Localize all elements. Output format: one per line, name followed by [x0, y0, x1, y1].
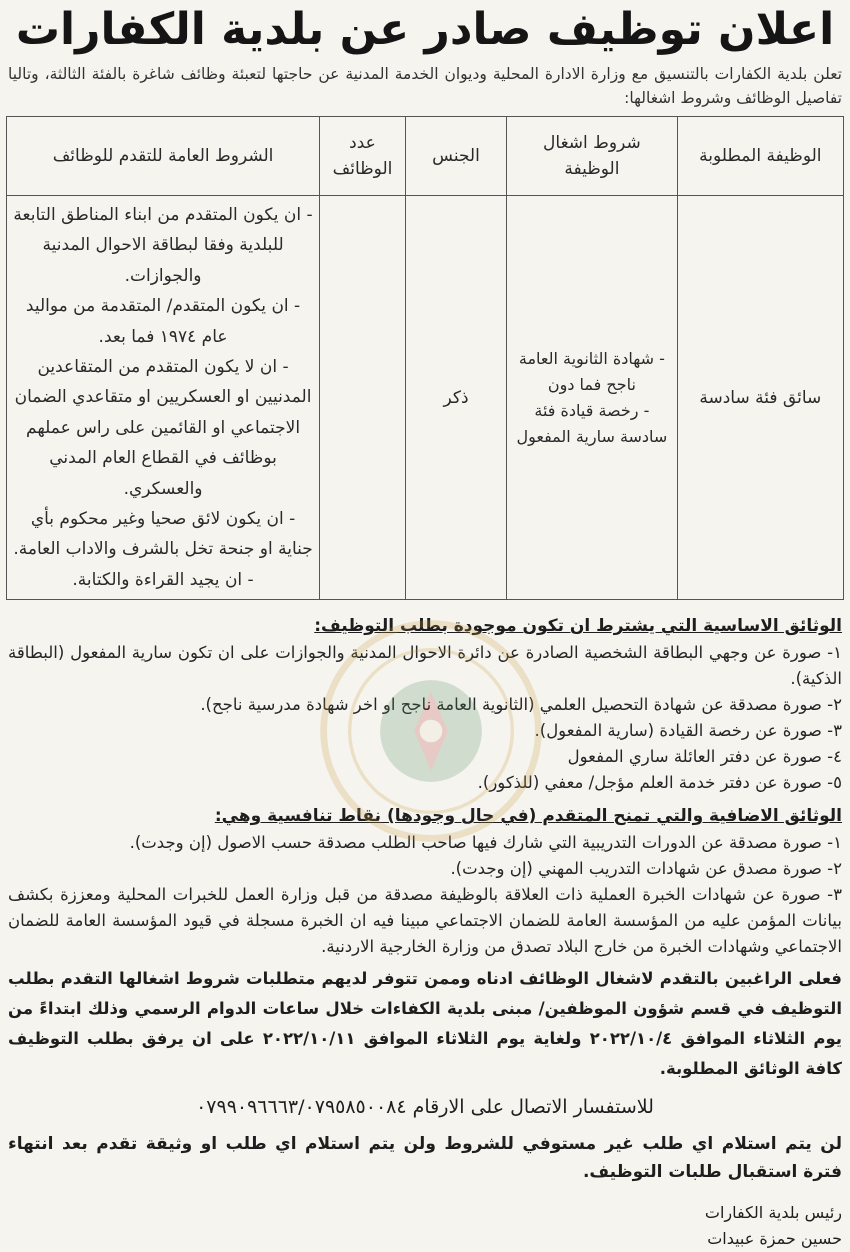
table-header-row — [7, 117, 844, 196]
general-condition-item: - ان يكون المتقدم من ابناء المناطق التابعة للبلدية وفقا لبطاقة الاحوال المدنية والجوازات. — [13, 205, 313, 286]
cell-general-conditions — [7, 196, 320, 600]
table-row — [7, 196, 844, 600]
list-item: ٤- صورة عن دفتر العائلة ساري المفعول — [567, 747, 842, 767]
list-item: ٥- صورة عن دفتر خدمة العلم مؤجل/ معفي (للذكور). — [477, 773, 842, 793]
header-job: الوظيفة المطلوبة — [677, 117, 843, 196]
condition-item: - شهادة الثانوية العامة ناجح فما دون — [518, 348, 665, 394]
general-condition-item: - ان يكون المتقدم/ المتقدمة من مواليد عام ١٩٧٤ فما بعد. — [25, 296, 301, 347]
signature-block — [0, 1200, 842, 1252]
list-item: ١- صورة عن وجهي البطاقة الشخصية الصادرة عن دائرة الاحوال المدنية والجوازات على ان تكون سارية المفعول (البطاقة الذكية). — [8, 643, 842, 689]
header-general-conditions: الشروط العامة للتقدم للوظائف — [7, 117, 320, 196]
general-condition-item: - ان يكون لائق صحيا وغير محكوم بأي جناية او جنحة تخل بالشرف والاداب العامة. — [13, 509, 313, 560]
cell-count — [320, 196, 406, 600]
extra-documents-title: الوثائق الاضافية والتي تمنح المتقدم (في حال وجودها) نقاط تنافسية وهي: — [214, 806, 842, 827]
general-condition-item: - ان يجيد القراءة والكتابة. — [72, 569, 254, 590]
extra-documents-list — [8, 830, 842, 960]
jobs-table — [6, 116, 844, 600]
notice-paragraph: لن يتم استلام اي طلب غير مستوفي للشروط ولن يتم استلام اي طلب او وثيقة تقدم بعد انتهاء فترة استقبال طلبات التوظيف. — [8, 1134, 842, 1183]
list-item: ١- صورة مصدقة عن الدورات التدريبية التي شارك فيها صاحب الطلب مصدقة حسب الاصول (إن وجدت). — [129, 833, 842, 853]
basic-documents-list — [8, 640, 842, 796]
cell-job: سائق فئة سادسة — [677, 196, 843, 600]
basic-documents-title: الوثائق الاساسية التي يشترط ان تكون موجودة بطلب التوظيف: — [314, 616, 842, 637]
list-item: ٢- صورة مصدق عن شهادات التدريب المهني (إن وجدت). — [450, 859, 842, 879]
cell-gender: ذكر — [405, 196, 506, 600]
intro-paragraph: تعلن بلدية الكفارات بالتنسيق مع وزارة الادارة المحلية وديوان الخدمة المدنية عن حاجتها لتعبئة وظائف شاغرة بالفئة الثالثة، وتاليا تفاصيل الوظائف وشروط اشغالها: — [8, 65, 842, 107]
contact-line: للاستفسار الاتصال على الارقام ٠٧٩٩٠٩٦٦٦٣/٠٧٩٥٨٥٠٠٨٤ — [196, 1096, 654, 1119]
signature-name: حسين حمزة عبيدات — [707, 1229, 842, 1249]
header-gender: الجنس — [405, 117, 506, 196]
general-condition-item: - ان لا يكون المتقدم من المتقاعدين المدنيين او العسكريين او متقاعدي الضمان الاجتماعي او القائمين على راس عملهم بوظائف في القطاع العام المدني والعسكري. — [14, 357, 312, 499]
announcement-title: اعلان توظيف صادر عن بلدية الكفارات — [15, 4, 835, 55]
header-count: عدد الوظائف — [320, 117, 406, 196]
list-item: ٣- صورة عن شهادات الخبرة العملية ذات العلاقة بالوظيفة مصدقة من قبل وزارة العمل للخبرات المحلية ومعززة بكشف بيانات المؤمن عليه من المؤسسة العامة للضمان الاجتماعي مبينا فيه ان الخبرة مسجلة في قيود المؤسسة العامة للضمان الاجتماعي وشهادات الخبرة من خارج البلاد تصدق من وزارة الخارجية الاردنية. — [8, 885, 842, 957]
cell-conditions — [507, 196, 678, 600]
application-instructions: فعلى الراغبين بالتقدم لاشغال الوظائف ادناه وممن تتوفر لديهم متطلبات شروط اشغالها التقدم بطلب التوظيف في قسم شؤون الموظفين/ مبنى بلدية الكفاءات خلال ساعات الدوام الرسمي وذلك ابتداءً من يوم الثلاثاء الموافق ٢٠٢٢/١٠/٤ ولغاية يوم الثلاثاء الموافق ٢٠٢٢/١٠/١١ على ان يرفق بطلب التوظيف كافة الوثائق المطلوبة. — [8, 969, 842, 1079]
condition-item: - رخصة قيادة فئة سادسة سارية المفعول — [516, 400, 668, 446]
list-item: ٢- صورة مصدقة عن شهادة التحصيل العلمي (الثانوية العامة ناجح او اخر شهادة مدرسية ناجح). — [200, 695, 842, 715]
list-item: ٣- صورة عن رخصة القيادة (سارية المفعول). — [534, 721, 842, 741]
signature-role: رئيس بلدية الكفارات — [704, 1203, 842, 1223]
header-conditions: شروط اشغال الوظيفة — [507, 117, 678, 196]
